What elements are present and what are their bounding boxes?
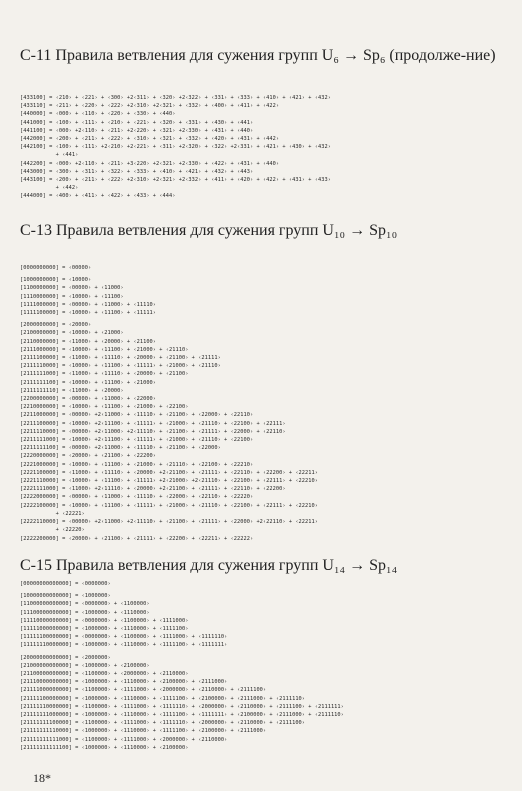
formula-row: [21111111000000] = ‹1000000› + ‹1110000› + ‹1111100› + ‹1111111› + ‹2100000› + ‹2111000› + ‹2111110› bbox=[20, 712, 344, 719]
formula-row: [21111111111000] = ‹1100000› + ‹1111000› + ‹2000000› + ‹2110000› bbox=[20, 736, 228, 743]
formula-row: [2210000000] = ‹10000› + ‹11100› + ‹21000› + ‹22100› bbox=[20, 404, 189, 411]
formula-row: [21111111111100] = ‹1000000› + ‹1110000› + ‹2100000› bbox=[20, 744, 189, 751]
formula-row: [2200000000] = ‹00000› + ‹11000› + ‹22000› bbox=[20, 396, 157, 403]
page-number: 18* bbox=[33, 771, 51, 785]
section-title-c13: С-13 Правила ветвления для сужения групп U₁₀ → Sp₁₀ bbox=[20, 222, 398, 239]
formula-row: [2222200000] = ‹20000› + ‹21100› + ‹21111› + ‹22200› + ‹22211› + ‹22222› bbox=[20, 535, 254, 542]
formula-row: [2221110000] = ‹10000› + ‹11100› + ‹11111› +2‹21000› +2‹21110› + ‹22100› + ‹22111› + ‹22210› bbox=[20, 478, 318, 485]
formula-row: + ‹441› bbox=[20, 152, 79, 159]
formula-row: [2111110000] = ‹10000› + ‹11100› + ‹11111› + ‹21000› + ‹21110› bbox=[20, 363, 221, 370]
formula-row: [2221111000] = ‹11000› +2‹11110› + ‹20000› +2‹21100› + ‹21111› + ‹22110› + ‹22200› bbox=[20, 486, 286, 493]
formula-row: [2111111100] = ‹10000› + ‹11100› + ‹21000› bbox=[20, 379, 157, 386]
branching-rules-c11 bbox=[20, 94, 516, 201]
formula-row: [21000000000000] = ‹1000000› + ‹2100000› bbox=[20, 662, 150, 669]
formula-row: [440000] = ‹000› + ‹110› + ‹220› + ‹330› + ‹440› bbox=[20, 111, 176, 118]
formula-row: [2111111110] = ‹11000› + ‹20000› bbox=[20, 387, 124, 394]
formula-row: [2211111000] = ‹10000› +2‹11100› + ‹11111› + ‹21000› + ‹21110› + ‹22100› bbox=[20, 437, 254, 444]
formula-row: [442000] = ‹200› + ‹211› + ‹222› + ‹310› + ‹321› + ‹332› + ‹420› + ‹431› + ‹442› bbox=[20, 136, 280, 143]
branching-rules-c15 bbox=[20, 580, 516, 752]
formula-row: [2211111100] = ‹00000› +2‹11000› + ‹11110› + ‹21100› + ‹22000› bbox=[20, 445, 221, 452]
formula-row: [2222000000] = ‹00000› + ‹11000› + ‹11110› + ‹22000› + ‹22110› + ‹22220› bbox=[20, 494, 254, 501]
formula-row: [433100] = ‹210› + ‹221› + ‹300› +2‹311› + ‹320› +2‹322› + ‹331› + ‹333› + ‹410› + ‹421› + ‹432› bbox=[20, 95, 331, 101]
formula-row: [2111100000] = ‹11000› + ‹11110› + ‹20000› + ‹21100› + ‹21111› bbox=[20, 355, 221, 362]
formula-row: [11000000000000] = ‹0000000› + ‹1100000› bbox=[20, 601, 150, 608]
formula-row: [2221100000] = ‹11000› + ‹11110› + ‹20000› +2‹21100› + ‹21111› + ‹22110› + ‹22200› + ‹22211› bbox=[20, 469, 318, 476]
formula-row: [21111111100000] = ‹1100000› + ‹1111000› + ‹1111110› + ‹2000000› + ‹2110000› + ‹2111100› bbox=[20, 720, 306, 727]
formula-row: [21111111110000] = ‹1000000› + ‹1110000› + ‹1111100› + ‹2100000› + ‹2111000› bbox=[20, 728, 267, 735]
formula-row: [443000] = ‹300› + ‹311› + ‹322› + ‹333› + ‹410› + ‹421› + ‹432› + ‹443› bbox=[20, 168, 254, 175]
formula-row: [1000000000] = ‹10000› bbox=[20, 277, 92, 284]
formula-row: [2211000000] = ‹00000› +2‹11000› + ‹11110› + ‹21100› + ‹22000› + ‹22110› bbox=[20, 412, 254, 419]
formula-row: [21100000000000] = ‹1100000› + ‹2000000› + ‹2110000› bbox=[20, 671, 189, 678]
formula-row: [11111110000000] = ‹1000000› + ‹1110000› + ‹1111100› + ‹1111111› bbox=[20, 642, 228, 649]
formula-row: [2100000000] = ‹10000› + ‹21000› bbox=[20, 330, 124, 337]
formula-row: [2221000000] = ‹10000› + ‹11100› + ‹21000› + ‹21110› + ‹22100› + ‹22210› bbox=[20, 461, 254, 468]
formula-row: [441000] = ‹100› + ‹111› + ‹210› + ‹221› + ‹320› + ‹331› + ‹430› + ‹441› bbox=[20, 119, 254, 126]
formula-row: [2111111000] = ‹11000› + ‹11110› + ‹20000› + ‹21100› bbox=[20, 371, 189, 378]
formula-row: [443100] = ‹200› + ‹211› + ‹222› +2‹310› +2‹321› +2‹332› + ‹411› + ‹420› + ‹422› + ‹431› + ‹433› bbox=[20, 177, 331, 184]
formula-row: + ‹22221› bbox=[20, 510, 85, 517]
formula-row: [21110000000000] = ‹1000000› + ‹1110000› + ‹2100000› + ‹2111000› bbox=[20, 679, 228, 686]
formula-row: [2211100000] = ‹10000› +2‹11100› + ‹11111› + ‹21000› + ‹21110› + ‹22100› + ‹22111› bbox=[20, 420, 286, 427]
formula-row: [2211110000] = ‹00000› +2‹11000› +2‹11110› + ‹21100› + ‹21111› + ‹22000› + ‹22110› bbox=[20, 428, 286, 435]
formula-row: [2110000000] = ‹11000› + ‹20000› + ‹21100› bbox=[20, 338, 157, 345]
formula-row: [10000000000000] = ‹1000000› bbox=[20, 593, 111, 600]
formula-row: [441100] = ‹000› +2‹110› + ‹211› +2‹220› + ‹321› +2‹330› + ‹431› + ‹440› bbox=[20, 127, 254, 134]
branching-rules-c13 bbox=[20, 264, 516, 543]
formula-row: [21111110000000] = ‹1100000› + ‹1111000› + ‹1111110› + ‹2000000› + ‹2110000› + ‹2111100› + ‹2111111› bbox=[20, 703, 344, 710]
formula-row: [11111100000000] = ‹0000000› + ‹1100000› + ‹1111000› + ‹1111110› bbox=[20, 634, 228, 641]
formula-row: [2220000000] = ‹20000› + ‹21100› + ‹22200› bbox=[20, 453, 157, 460]
formula-row: + ‹442› bbox=[20, 185, 79, 192]
formula-row: [2111000000] = ‹10000› + ‹11100› + ‹21000› + ‹21110› bbox=[20, 346, 189, 353]
formula-row: [2222100000] = ‹10000› + ‹11100› + ‹11111› + ‹21000› + ‹21110› + ‹22100› + ‹22111› + ‹22210› bbox=[20, 502, 318, 509]
formula-row: [2000000000] = ‹20000› bbox=[20, 322, 92, 329]
formula-row: [442200] = ‹000› +2‹110› + ‹211› +3‹220› +2‹321› +2‹330› + ‹422› + ‹431› + ‹440› bbox=[20, 160, 280, 167]
formula-row: [00000000000000] = ‹0000000› bbox=[20, 581, 111, 587]
formula-row: [21111000000000] = ‹1100000› + ‹1111000› + ‹2000000› + ‹2110000› + ‹2111100› bbox=[20, 687, 267, 694]
formula-row: [1110000000] = ‹10000› + ‹11100› bbox=[20, 293, 124, 300]
formula-row: [444000] = ‹400› + ‹411› + ‹422› + ‹433› + ‹444› bbox=[20, 193, 176, 200]
formula-row: [11110000000000] = ‹0000000› + ‹1100000› + ‹1111000› bbox=[20, 617, 189, 624]
formula-row: [11111000000000] = ‹1000000› + ‹1110000› + ‹1111100› bbox=[20, 626, 189, 633]
formula-row: [442100] = ‹100› + ‹111› +2‹210› +2‹221› + ‹311› +2‹320› + ‹322› +2‹331› + ‹421› + ‹430› + ‹432› bbox=[20, 144, 331, 151]
formula-row: [11100000000000] = ‹1000000› + ‹1110000› bbox=[20, 609, 150, 616]
formula-row: [20000000000000] = ‹2000000› bbox=[20, 654, 111, 661]
formula-row: + ‹22220› bbox=[20, 527, 85, 534]
formula-row: [21111100000000] = ‹1000000› + ‹1110000› + ‹1111100› + ‹2100000› + ‹2111000› + ‹2111110› bbox=[20, 695, 306, 702]
formula-row: [0000000000] = ‹00000› bbox=[20, 265, 92, 271]
section-title-c15: С-15 Правила ветвления для сужения групп U₁₄ → Sp₁₄ bbox=[20, 557, 398, 574]
formula-row: [1111000000] = ‹00000› + ‹11000› + ‹11110› bbox=[20, 301, 157, 308]
formula-row: [2222110000] = ‹00000› +2‹11000› +2‹11110› + ‹21100› + ‹21111› + ‹22000› +2‹22110› + ‹22211› bbox=[20, 519, 318, 526]
section-title-c11: С-11 Правила ветвления для сужения групп U₆ → Sp₆ (продолже-ние) bbox=[20, 47, 496, 64]
formula-row: [1111100000] = ‹10000› + ‹11100› + ‹11111› bbox=[20, 310, 157, 317]
formula-row: [1100000000] = ‹00000› + ‹11000› bbox=[20, 285, 124, 292]
formula-row: [433110] = ‹211› + ‹220› + ‹222› +2‹310› +2‹321› + ‹332› + ‹400› + ‹411› + ‹422› bbox=[20, 103, 280, 110]
